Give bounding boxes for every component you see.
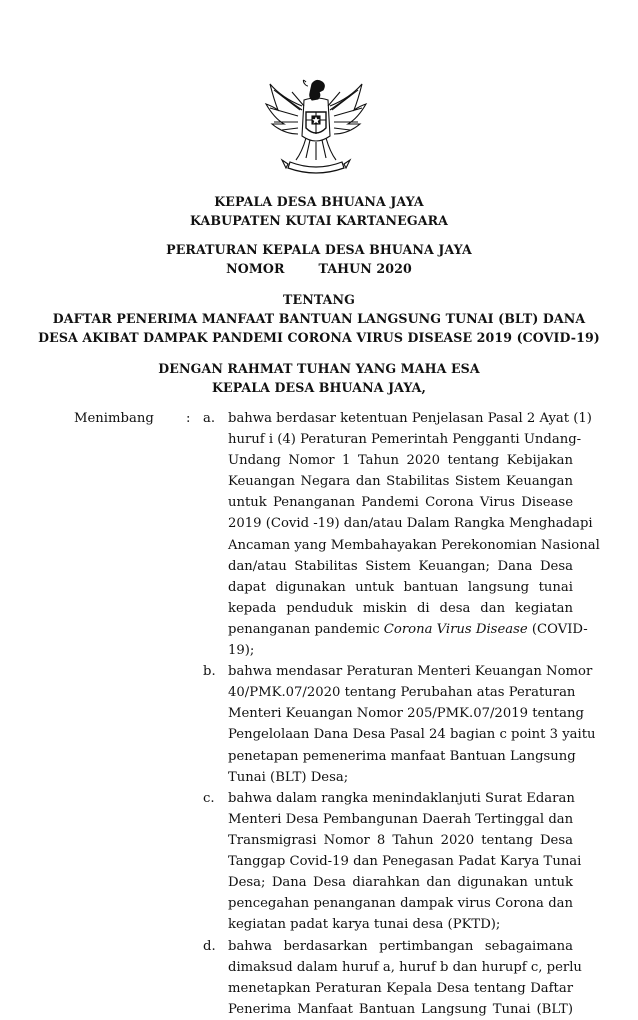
text-line: bahwa berdasarkan pertimbangan sebagaimana [228,938,573,954]
subject-heading [0,290,638,347]
text-line: Menteri Keuangan Nomor 205/PMK.07/2019 tentang [228,706,584,722]
text-line: Undang Nomor 1 Tahun 2020 tentang Kebijakan [228,453,573,469]
menimbang-colon: : [186,411,191,426]
text-line: bahwa dalam rangka menindaklanjuti Surat Edaran [228,790,575,806]
rahmat-line-2: KEPALA DESA BHUANA JAYA, [211,380,427,395]
text-line: 2019 (Covid -19) dan/atau Dalam Rangka Menghadapi [228,516,593,532]
tahun-label: TAHUN 2020 [318,261,412,276]
text-line: Penerima Manfaat Bantuan Langsung Tunai (BLT) [228,1001,573,1017]
text-line: bahwa mendasar Peraturan Menteri Keuangan Nomor [228,664,593,680]
text-line: Desa; Dana Desa diarahkan dan digunakan untuk [228,875,573,891]
rahmat-line-1: DENGAN RAHMAT TUHAN YANG MAHA ESA [158,361,480,376]
issuer-line-1: KEPALA DESA BHUANA JAYA [214,194,424,209]
text-line: pencegahan penanganan dampak virus Corona dan [228,896,573,912]
text-line: Tanggap Covid-19 dan Penegasan Padat Karya Tunai [228,854,582,870]
subject-line-1: DAFTAR PENERIMA MANFAAT BANTUAN LANGSUNG TUNAI (BLT) DANA [52,311,586,326]
italic-term: Corona Virus Disease [383,621,528,637]
text-line: Ancaman yang Membahayakan Perekonomian Nasional [228,537,600,553]
menimbang-label: Menimbang [74,411,154,426]
tentang-label: TENTANG [283,292,355,307]
text-line: dimaksud dalam huruf a, huruf b dan hurupf c, perlu [228,959,582,975]
item-text [228,788,582,936]
text-line: 19); [228,643,255,659]
nomor-label: NOMOR [226,261,285,276]
text-line: Keuangan Negara dan Stabilitas Sistem Keuangan [228,474,573,490]
preamble-heading [0,359,638,397]
text-line: untuk Penanganan Pandemi Corona Virus Disease [228,495,573,511]
item-text [228,661,596,788]
regulation-title: PERATURAN KEPALA DESA BHUANA JAYA [166,242,472,257]
text-line: Tunai (BLT) Desa; [228,769,349,785]
item-letter: b. [203,664,216,680]
text-line: huruf i (4) Peraturan Pemerintah Pengganti Undang- [228,432,582,448]
text-line: Transmigrasi Nomor 8 Tahun 2020 tentang Desa [228,832,573,848]
item-letter: d. [203,938,216,954]
text-line: 40/PMK.07/2020 tentang Perubahan atas Peraturan [228,685,576,701]
text-fragment: (COVID- [527,621,588,637]
item-letter: c. [203,790,215,806]
issuer-line-2: KABUPATEN KUTAI KARTANEGARA [189,213,449,228]
text-line: Menteri Desa Pembangunan Daerah Tertinggal dan [228,811,574,827]
subject-line-2: DESA AKIBAT DAMPAK PANDEMI CORONA VIRUS DISEASE 2019 (COVID-19) [38,330,600,345]
regulation-number [0,259,638,278]
text-line: kepada penduduk miskin di desa dan kegiatan [228,600,573,616]
text-line: menetapkan Peraturan Kepala Desa tentang Daftar [228,980,573,996]
text-line: kegiatan padat karya tunai desa (PKTD); [228,917,501,933]
text-line: Pengelolaan Dana Desa Pasal 24 bagian c point 3 yaitu [228,727,596,743]
regulation-heading [0,240,638,278]
issuer-heading [0,192,638,230]
item-letter: a. [203,411,216,426]
text-line [228,619,588,640]
garuda-emblem-icon [262,76,370,180]
item-text [228,936,582,1020]
text-fragment: penanganan pandemic [228,621,384,637]
text-line: penetapan pemenerima manfaat Bantuan Langsung [228,748,576,764]
text-line: dan/atau Stabilitas Sistem Keuangan; Dana Desa [228,558,573,574]
text-line: bahwa berdasar ketentuan Penjelasan Pasal 2 Ayat (1) [228,411,592,426]
text-line: dapat digunakan untuk bantuan langsung tunai [228,579,573,595]
item-text [228,408,600,661]
